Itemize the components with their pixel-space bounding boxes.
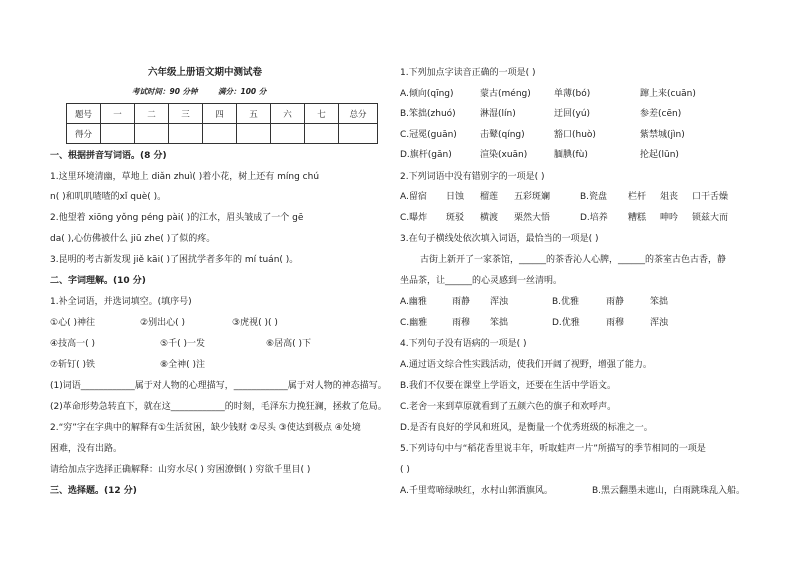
choice-q2-option: 榴莲 — [480, 192, 499, 202]
section-2-heading: 二、字词理解。(10 分) — [50, 276, 146, 286]
choice-q2-option: 横渡 — [480, 213, 499, 223]
score-header-cell: 总分 — [339, 104, 378, 124]
score-cell[interactable] — [237, 124, 271, 144]
idiom-item: ⑦斩钉( )铁 — [50, 360, 95, 370]
choice-q1-option: 参差(cēn) — [640, 109, 682, 119]
choice-q4-option-d: D.是否有良好的学风和班风，是衡量一个优秀班级的标准之一。 — [400, 423, 653, 433]
choice-q2-option: C.曝炸 — [400, 213, 428, 223]
choice-q1: 1.下列加点字读音正确的一项是( ) — [400, 68, 536, 78]
score-cell[interactable] — [169, 124, 203, 144]
score-cell[interactable] — [305, 124, 339, 144]
score-table-score-row — [67, 124, 378, 144]
choice-q3-option: 雨穆 — [452, 318, 471, 328]
vocab-q1-part1: (1)词语____________属于对人物的心理描写，____________属于对人物的神态描写。 — [50, 381, 387, 391]
choice-q1-option: 渲染(xuān) — [480, 150, 528, 160]
choice-q1-option: 腼腆(fù) — [554, 150, 588, 160]
choice-q2-option: A.留宿 — [400, 192, 427, 202]
score-cell[interactable] — [135, 124, 169, 144]
choice-q2-option: 锁兹大而 — [692, 213, 729, 223]
choice-q1-option: D.旗杆(gān) — [400, 150, 452, 160]
score-cell[interactable] — [271, 124, 305, 144]
choice-q1-option: 单薄(bó) — [554, 89, 591, 99]
choice-q3-option: 雨穆 — [606, 318, 625, 328]
choice-q3-option: B.优雅 — [552, 297, 580, 307]
score-row-label: 得分 — [67, 124, 101, 144]
choice-q5-option-b: B.黑云翻墨未遮山，白雨跳珠乱入船。 — [592, 486, 746, 496]
idiom-item: ④技高一( ) — [50, 339, 95, 349]
score-header-cell: 一 — [101, 104, 135, 124]
pinyin-q2-line2: da( ),心仿佛被什么 jiū zhe( )了似的疼。 — [50, 234, 216, 244]
score-header-cell: 七 — [305, 104, 339, 124]
score-header-cell: 题号 — [67, 104, 101, 124]
pinyin-q3-line1: 3.昆明的考古新发现 jiě kāi( )了困扰学者多年的 mí tuán( )。 — [50, 255, 299, 265]
choice-q3-option: 雨静 — [606, 297, 625, 307]
choice-q1-option: 击鼙(qíng) — [480, 130, 525, 140]
section-3-heading: 三、选择题。(12 分) — [50, 486, 137, 496]
idiom-item: ②别出心( ) — [140, 318, 185, 328]
choice-q2-option: 糟糕 — [628, 213, 647, 223]
score-header-cell: 二 — [135, 104, 169, 124]
choice-q4-option-b: B.我们不仅要在课堂上学语文，还要在生活中学语文。 — [400, 381, 617, 391]
idiom-item: ③虎视( )( ) — [232, 318, 278, 328]
exam-title: 六年级上册语文期中测试卷 — [148, 67, 263, 78]
pinyin-q2-line1: 2.他望着 xiōng yǒng péng pài( )的江水，眉头皱成了一个 gē — [50, 213, 304, 223]
choice-q2-option: 日蚀 — [446, 192, 465, 202]
choice-q3-passage-line2: 坐品茶，让______的心灵感到一丝清明。 — [400, 276, 563, 286]
choice-q1-option: 紫禁城(jìn) — [640, 130, 685, 140]
choice-q3-option: 笨拙 — [490, 318, 509, 328]
exam-full-score: 满分：100 分 — [218, 87, 267, 96]
score-header-cell: 四 — [203, 104, 237, 124]
score-header-cell: 五 — [237, 104, 271, 124]
exam-time: 考试时间：90 分钟 — [132, 87, 198, 96]
choice-q3-option: 雨静 — [452, 297, 471, 307]
score-table-header-row — [67, 104, 378, 124]
vocab-q2-line1: 2.“穷”字在字典中的解释有①生活贫困，缺少钱财 ②尽头 ③使达到极点 ④处境 — [50, 423, 361, 433]
choice-q5-line2: ( ) — [400, 465, 410, 475]
score-cell[interactable] — [101, 124, 135, 144]
choice-q5-line1: 5.下列诗句中与“稻花香里说丰年，听取蛙声一片”所描写的季节相同的一项是 — [400, 444, 706, 454]
vocab-q1: 1.补全词语，并选词填空。(填序号) — [50, 297, 192, 307]
choice-q3-option: C.幽雅 — [400, 318, 428, 328]
choice-q4: 4.下列句子没有语病的一项是( ) — [400, 339, 527, 349]
choice-q1-option: 抡起(lūn) — [640, 150, 679, 160]
choice-q1-option: B.笨拙(zhuó) — [400, 109, 456, 119]
section-1-heading: 一、根据拼音写词语。(8 分) — [50, 151, 167, 161]
choice-q2-option: 斑驳 — [446, 213, 465, 223]
choice-q3-passage-line1: 古街上新开了一家茶馆，______的茶香沁人心脾，______的茶室古色古香，静 — [420, 255, 727, 265]
vocab-q2-line2: 困难，没有出路。 — [50, 444, 123, 454]
score-header-cell: 六 — [271, 104, 305, 124]
choice-q3-option: D.优雅 — [552, 318, 580, 328]
choice-q1-option: 豁口(huò) — [554, 130, 596, 140]
choice-q1-option: C.冠冕(guān) — [400, 130, 457, 140]
choice-q2-option: 俎丧 — [660, 192, 679, 202]
choice-q2-option: 栗然大悟 — [514, 213, 551, 223]
idiom-item: ⑥居高( )下 — [266, 339, 311, 349]
choice-q4-option-a: A.通过语文综合性实践活动，使我们开阔了视野，增强了能力。 — [400, 360, 652, 370]
choice-q2-option: 五彩斑斓 — [514, 192, 551, 202]
choice-q3-option: A.幽雅 — [400, 297, 427, 307]
choice-q2-option: 栏杆 — [628, 192, 647, 202]
score-cell[interactable] — [339, 124, 378, 144]
choice-q3: 3.在句子横线处依次填入词语，最恰当的一项是( ) — [400, 234, 599, 244]
choice-q1-option: 迂回(yú) — [554, 109, 591, 119]
idiom-item: ⑧全神( )注 — [160, 360, 205, 370]
choice-q1-option: A.倾向(qīng) — [400, 89, 454, 99]
vocab-q1-part2: (2)革命形势急转直下，就在这____________的时刻，毛泽东力挽狂澜，拯救了危局。 — [50, 402, 387, 412]
choice-q1-option: 蹿上来(cuān) — [640, 89, 696, 99]
idiom-item: ①心( )神往 — [50, 318, 95, 328]
pinyin-q1-line2: n( )和叽叽喳喳的xǐ què( )。 — [50, 192, 167, 202]
choice-q3-option: 浑浊 — [490, 297, 509, 307]
choice-q5-option-a: A.千里莺啼绿映红，水村山郭酒旗风。 — [400, 486, 553, 496]
pinyin-q1-line1: 1.这里环境清幽，草地上 diǎn zhuì( )着小花，树上还有 míng chú — [50, 172, 320, 182]
choice-q1-option: 淋湿(lín) — [480, 109, 516, 119]
idiom-item: ⑤千( )一发 — [160, 339, 205, 349]
choice-q3-option: 笨拙 — [650, 297, 669, 307]
vocab-q2-line3: 请给加点字选择正确解释：山穷水尽( ) 穷困潦倒( ) 穷欲千里目( ) — [50, 465, 311, 475]
choice-q2-option: 呻吟 — [660, 213, 679, 223]
choice-q4-option-c: C.老舍一来到草原就看到了五颜六色的旗子和欢呼声。 — [400, 402, 617, 412]
choice-q2-option: B.瓷盘 — [580, 192, 608, 202]
choice-q2-option: 口干舌燥 — [692, 192, 729, 202]
score-cell[interactable] — [203, 124, 237, 144]
choice-q2-option: D.培养 — [580, 213, 608, 223]
choice-q3-option: 浑浊 — [650, 318, 669, 328]
score-table — [66, 103, 378, 144]
choice-q1-option: 蒙古(méng) — [480, 89, 531, 99]
score-header-cell: 三 — [169, 104, 203, 124]
choice-q2: 2.下列词语中没有错别字的一项是( ) — [400, 172, 545, 182]
